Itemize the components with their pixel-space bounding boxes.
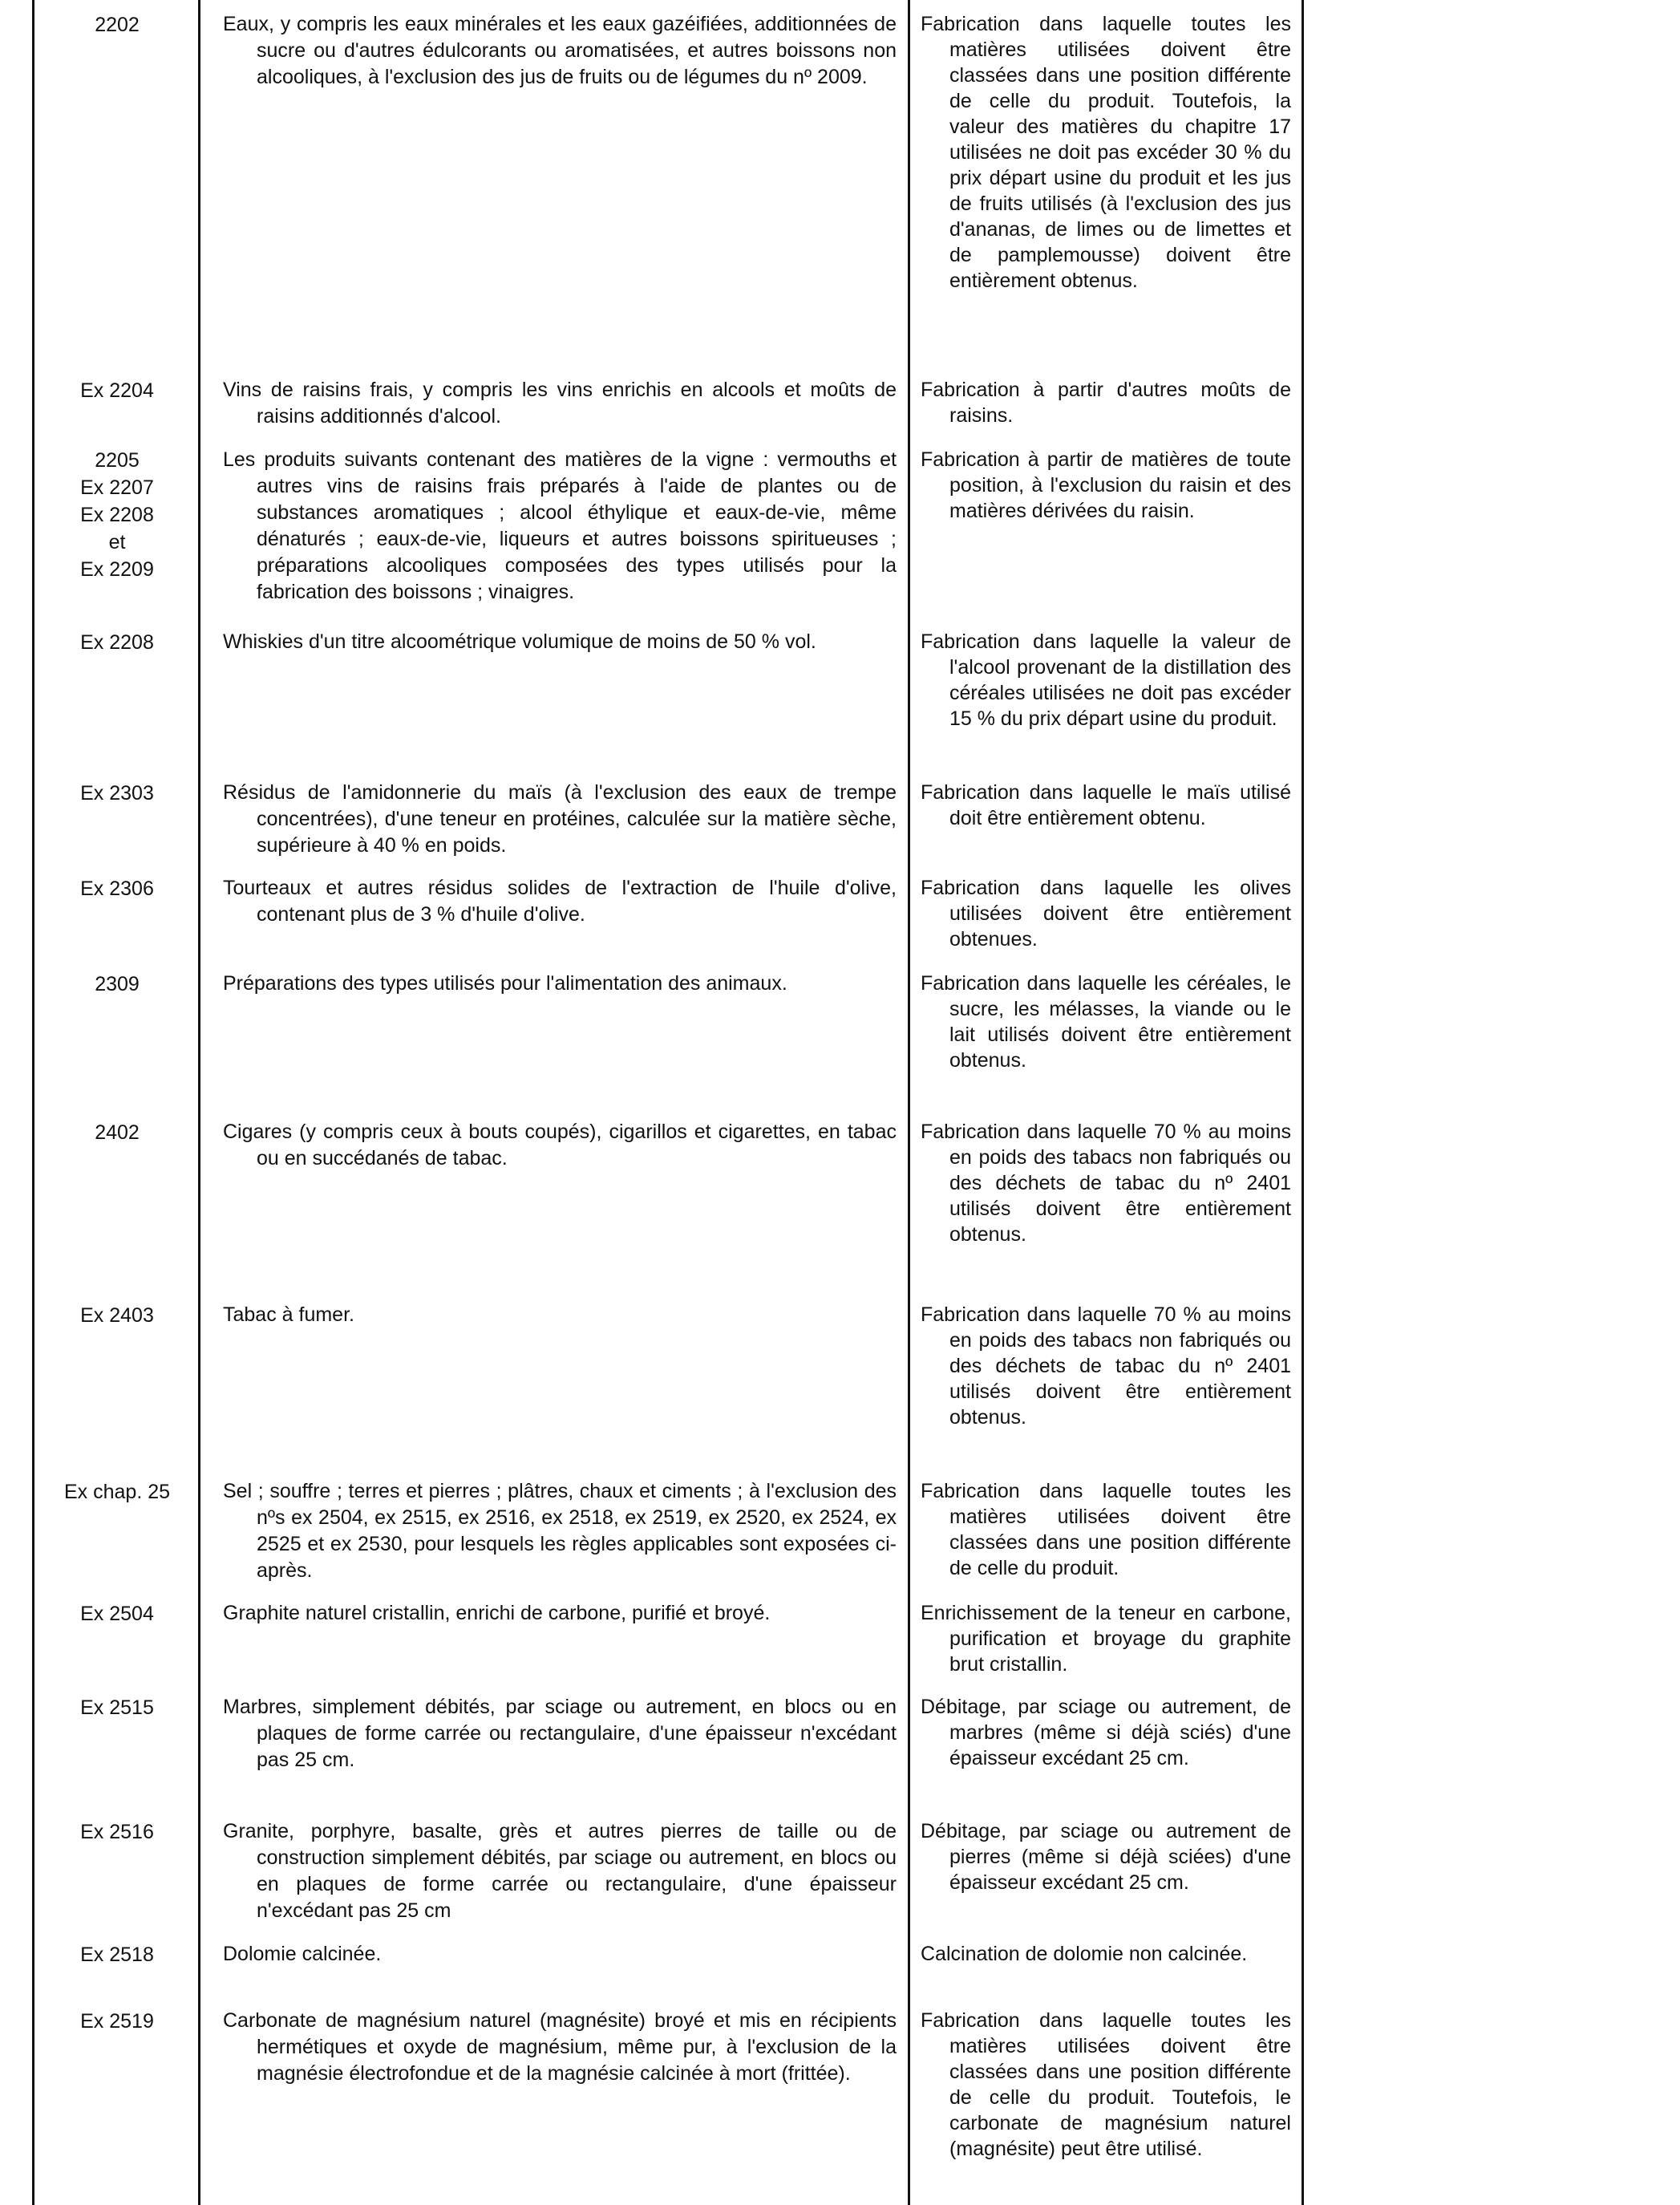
product-description: Vins de raisins frais, y compris les vins enrichis en alcools et moûts de raisins additionnés d'alcool.	[223, 379, 897, 428]
origin-rule: Fabrication dans laquelle 70 % au moins en poids des tabacs non fabriqués ou des déchets de tabac du nº 2401 utilisés doivent être entièrement obtenus.	[921, 1121, 1291, 1246]
heading-code: 2205 Ex 2207 Ex 2208 et Ex 2209	[80, 449, 154, 581]
product-description: Tourteaux et autres résidus solides de l'extraction de l'huile d'olive, contenant plus de 3 % d'huile d'olive.	[223, 877, 897, 926]
origin-rule: Fabrication dans laquelle le maïs utilisé doit être entièrement obtenu.	[921, 781, 1291, 829]
heading-code: Ex 2306	[80, 878, 154, 900]
origin-rule: Débitage, par sciage ou autrement de pierres (même si déjà sciées) d'une épaisseur excédant 25 cm.	[921, 1820, 1291, 1894]
origin-rule: Calcination de dolomie non calcinée.	[921, 1943, 1248, 1965]
heading-code: Ex 2204	[80, 379, 154, 402]
origin-rule: Enrichissement de la teneur en carbone, purification et broyage du graphite brut cristallin.	[921, 1602, 1291, 1676]
heading-code: Ex 2403	[80, 1304, 154, 1327]
heading-code: 2309	[95, 973, 140, 995]
heading-code: Ex 2208	[80, 631, 154, 654]
product-description: Tabac à fumer.	[223, 1303, 354, 1326]
product-description: Sel ; souffre ; terres et pierres ; plâtres, chaux et ciments ; à l'exclusion des nºs ex 2504, ex 2515, ex 2516, ex 2518, ex 2519, ex 2520, ex 2524, ex 2525 et ex 2530, pour lesquels les règles applicables sont exposées ci-après.	[223, 1480, 897, 1582]
heading-code: Ex 2504	[80, 1603, 154, 1625]
product-description: Résidus de l'amidonnerie du maïs (à l'exclusion des eaux de trempe concentrées), d'une teneur en protéines, calculée sur la matière sèche, supérieure à 40 % en poids.	[223, 781, 897, 857]
origin-rule: Fabrication dans laquelle toutes les matières utilisées doivent être classées dans une position différente de celle du produit.	[921, 1480, 1291, 1579]
heading-code: Ex 2518	[80, 1944, 154, 1966]
origin-rule: Fabrication à partir d'autres moûts de raisins.	[921, 379, 1291, 427]
origin-rule: Fabrication dans laquelle 70 % au moins en poids des tabacs non fabriqués ou des déchets de tabac du nº 2401 utilisés doivent être entièrement obtenus.	[921, 1303, 1291, 1429]
heading-code: Ex 2515	[80, 1696, 154, 1719]
product-description: Graphite naturel cristallin, enrichi de carbone, purifié et broyé.	[223, 1602, 771, 1624]
origin-rule: Fabrication dans laquelle les céréales, le sucre, les mélasses, la viande ou le lait utilisés doivent être entièrement obtenus.	[921, 972, 1291, 1072]
product-description: Marbres, simplement débités, par sciage ou autrement, en blocs ou en plaques de forme carrée ou rectangulaire, d'une épaisseur n'excédant pas 25 cm.	[223, 1696, 897, 1771]
column-divider-description	[908, 0, 910, 2205]
heading-code: 2202	[95, 14, 140, 36]
heading-code: Ex 2303	[80, 782, 154, 805]
heading-code: Ex chap. 25	[63, 1481, 171, 1503]
column-divider-code	[198, 0, 200, 2205]
origin-rule: Fabrication dans laquelle les olives utilisées doivent être entièrement obtenues.	[921, 877, 1291, 951]
heading-code: Ex 2516	[80, 1821, 154, 1843]
product-description: Cigares (y compris ceux à bouts coupés), cigarillos et cigarettes, en tabac ou en succédanés de tabac.	[223, 1121, 897, 1169]
origin-rule: Fabrication dans laquelle la valeur de l'alcool provenant de la distillation des céréales utilisées ne doit pas excéder 15 % du prix départ usine du produit.	[921, 630, 1291, 730]
heading-code: Ex 2519	[80, 2010, 154, 2033]
product-description: Eaux, y compris les eaux minérales et les eaux gazéifiées, additionnées de sucre ou d'autres édulcorants ou aromatisées, et autres boissons non alcooliques, à l'exclusion des jus de fruits ou de légumes du nº 2009.	[223, 13, 897, 88]
origin-rule: Fabrication dans laquelle toutes les matières utilisées doivent être classées dans une position différente de celle du produit. Toutefois, le carbonate de magnésium naturel (magnésite) peut être utilisé.	[921, 2009, 1291, 2160]
product-description: Carbonate de magnésium naturel (magnésite) broyé et mis en récipients hermétiques et oxyde de magnésium, même pur, à l'exclusion de la magnésie électrofondue et de la magnésie calcinée à mort (frittée).	[223, 2009, 897, 2085]
table-border-right	[1301, 0, 1304, 2205]
origin-rule: Fabrication dans laquelle toutes les matières utilisées doivent être classées dans une position différente de celle du produit. Toutefois, la valeur des matières du chapitre 17 utilisées ne doit pas excéder 30 % du prix départ usine du produit et les jus de fruits utilisés (à l'exclusion des jus d'ananas, de limes ou de limettes et de pamplemousse) doivent être entièrement obtenus.	[921, 13, 1291, 292]
origin-rule: Débitage, par sciage ou autrement, de marbres (même si déjà sciés) d'une épaisseur excédant 25 cm.	[921, 1696, 1291, 1769]
origin-rule: Fabrication à partir de matières de toute position, à l'exclusion du raisin et des matières dérivées du raisin.	[921, 448, 1291, 522]
heading-code: 2402	[95, 1121, 140, 1144]
product-description: Préparations des types utilisés pour l'alimentation des animaux.	[223, 972, 787, 995]
product-description: Granite, porphyre, basalte, grès et autres pierres de taille ou de construction simplement débités, par sciage ou autrement, en blocs ou en plaques de forme carrée ou rectangulaire, d'une épaisseur n'excédant pas 25 cm	[223, 1820, 897, 1922]
product-description: Les produits suivants contenant des matières de la vigne : vermouths et autres vins de raisins frais préparés à l'aide de plantes ou de substances aromatiques ; alcool éthylique et eaux-de-vie, même dénaturés ; eaux-de-vie, liqueurs et autres boissons spiritueuses ; préparations alcooliques composées des types utilisés pour la fabrication des boissons ; vinaigres.	[223, 448, 897, 603]
product-description: Whiskies d'un titre alcoométrique volumique de moins de 50 % vol.	[223, 630, 816, 653]
product-description: Dolomie calcinée.	[223, 1943, 382, 1965]
table-border-left	[32, 0, 34, 2205]
